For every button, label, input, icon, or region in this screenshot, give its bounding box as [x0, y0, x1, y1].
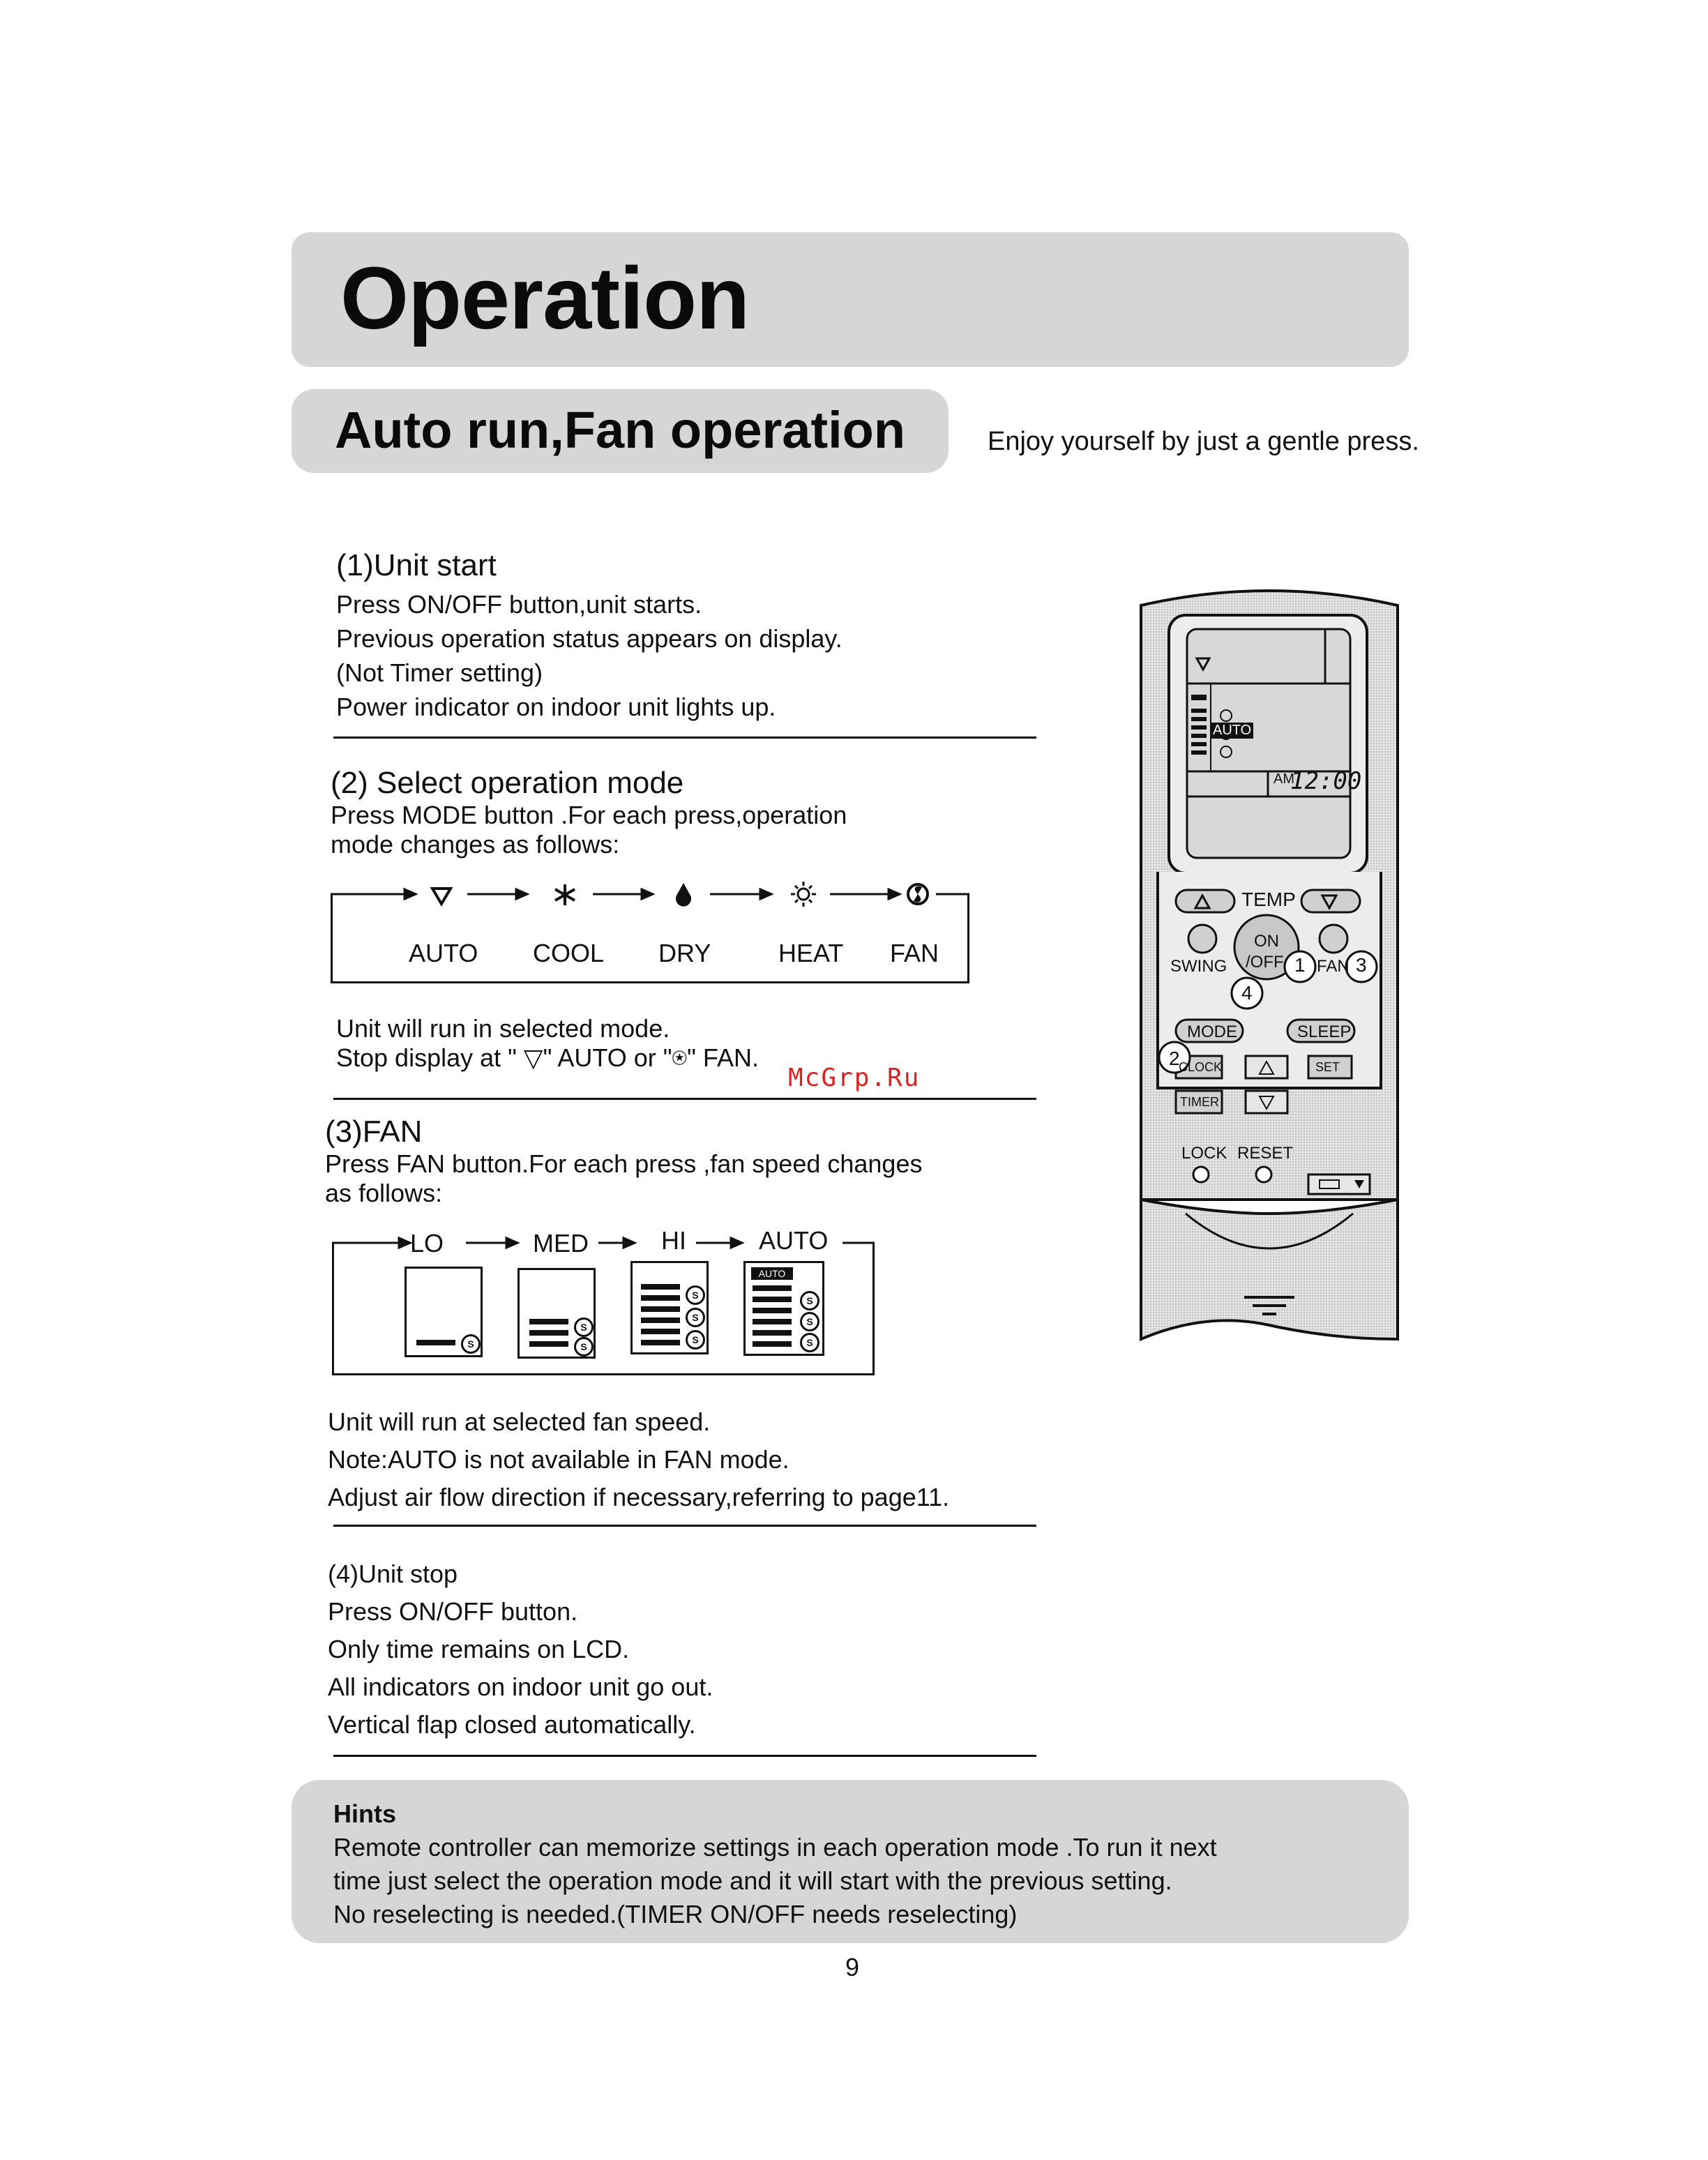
- remote-auto-indicator: AUTO: [1211, 723, 1253, 739]
- fan-display-lo: [405, 1267, 483, 1357]
- fan-speed-auto: AUTO: [759, 1226, 829, 1255]
- unit-stop-line: Only time remains on LCD.: [328, 1635, 630, 1663]
- remote-clock-label: CLOCK: [1179, 1060, 1223, 1074]
- fan-icon: S: [574, 1317, 594, 1337]
- unit-start-line: (Not Timer setting): [336, 658, 543, 687]
- hints-line: No reselecting is needed.(TIMER ON/OFF needs reselecting): [333, 1900, 1018, 1928]
- fan-speed-lo: LO: [410, 1229, 444, 1258]
- page-title: Operation: [340, 249, 750, 347]
- fan-icon: S: [686, 1330, 705, 1350]
- select-mode-note: Stop display at " ▽" AUTO or "⍟" FAN.: [336, 1043, 759, 1072]
- fan-speed-med: MED: [533, 1229, 589, 1258]
- fan-icon: S: [800, 1333, 819, 1352]
- fan-speed-hi: HI: [661, 1226, 686, 1255]
- select-mode-note: Unit will run in selected mode.: [336, 1014, 670, 1043]
- select-mode-line: Press MODE button .For each press,operation: [331, 801, 847, 829]
- hints-title: Hints: [333, 1799, 396, 1828]
- divider: [333, 1525, 1036, 1527]
- fan-mode-icon: [908, 884, 928, 904]
- remote-mode-label: MODE: [1187, 1022, 1237, 1041]
- fan-note: Unit will run at selected fan speed.: [328, 1407, 711, 1436]
- heat-mode-icon: [791, 882, 816, 907]
- divider: [333, 1098, 1036, 1100]
- cool-mode-icon: [555, 884, 575, 905]
- remote-sleep-label: SLEEP: [1297, 1022, 1352, 1041]
- fan-icon: S: [686, 1285, 705, 1305]
- unit-start-line: Power indicator on indoor unit lights up.: [336, 693, 776, 721]
- remote-on-label: ON: [1254, 932, 1279, 951]
- tagline: Enjoy yourself by just a gentle press.: [988, 427, 1419, 456]
- hints-line: time just select the operation mode and it will start with the previous setting.: [333, 1866, 1172, 1895]
- unit-stop-line: Vertical flap closed automatically.: [328, 1710, 696, 1739]
- fan-display-auto: [743, 1261, 824, 1356]
- unit-stop-line: Press ON/OFF button.: [328, 1597, 578, 1626]
- fan-note: Note:AUTO is not available in FAN mode.: [328, 1445, 789, 1474]
- remote-fan-label: FAN: [1317, 957, 1350, 976]
- mode-label-dry: DRY: [658, 939, 711, 967]
- fan-note: Adjust air flow direction if necessary,referring to page11.: [328, 1483, 950, 1511]
- select-mode-heading: (2) Select operation mode: [331, 766, 684, 800]
- unit-start-line: Press ON/OFF button,unit starts.: [336, 590, 702, 619]
- fan-icon: S: [800, 1291, 819, 1311]
- auto-mode-icon: [432, 889, 451, 904]
- remote-ampm: AM: [1274, 771, 1294, 787]
- section-title: Auto run,Fan operation: [335, 401, 906, 459]
- fan-display-hi: [630, 1261, 709, 1354]
- remote-temp-label: TEMP: [1241, 889, 1296, 910]
- remote-swing-label: SWING: [1170, 957, 1227, 976]
- fan-line: as follows:: [325, 1179, 443, 1207]
- divider: [333, 737, 1036, 739]
- remote-reset-label: RESET: [1237, 1144, 1294, 1163]
- page-number: 9: [845, 1953, 860, 1981]
- unit-start-heading: (1)Unit start: [336, 548, 497, 582]
- callout-4: 4: [1241, 982, 1253, 1004]
- hints-line: Remote controller can memorize settings in each operation mode .To run it next: [333, 1833, 1217, 1861]
- select-mode-line: mode changes as follows:: [331, 830, 620, 859]
- callout-2: 2: [1169, 1048, 1180, 1069]
- auto-tag: AUTO: [751, 1267, 793, 1280]
- dry-mode-icon: [676, 883, 691, 907]
- watermark: McGrp.Ru: [788, 1064, 921, 1092]
- fan-icon: S: [574, 1337, 594, 1357]
- fan-heading: (3)FAN: [325, 1115, 423, 1149]
- unit-stop-line: All indicators on indoor unit go out.: [328, 1672, 713, 1701]
- fan-icon: S: [800, 1312, 819, 1331]
- unit-stop-heading: (4)Unit stop: [328, 1559, 458, 1588]
- callout-3: 3: [1356, 954, 1367, 976]
- mode-cycle-arrows: [328, 880, 976, 915]
- unit-start-line: Previous operation status appears on display.: [336, 624, 842, 653]
- remote-lock-label: LOCK: [1181, 1144, 1227, 1163]
- fan-display-med: [517, 1268, 596, 1359]
- mode-label-cool: COOL: [533, 939, 605, 967]
- remote-time: 12:00: [1290, 767, 1362, 795]
- mode-label-auto: AUTO: [409, 939, 478, 967]
- mode-label-fan: FAN: [890, 939, 939, 967]
- divider: [333, 1755, 1036, 1757]
- fan-icon: S: [686, 1308, 705, 1327]
- callout-1: 1: [1294, 954, 1306, 976]
- remote-set-label: SET: [1315, 1060, 1340, 1074]
- remote-timer-label: TIMER: [1180, 1095, 1219, 1109]
- mode-label-heat: HEAT: [778, 939, 844, 967]
- remote-off-label: /OFF: [1246, 953, 1284, 972]
- fan-icon: S: [461, 1334, 481, 1354]
- fan-line: Press FAN button.For each press ,fan speed changes: [325, 1149, 923, 1178]
